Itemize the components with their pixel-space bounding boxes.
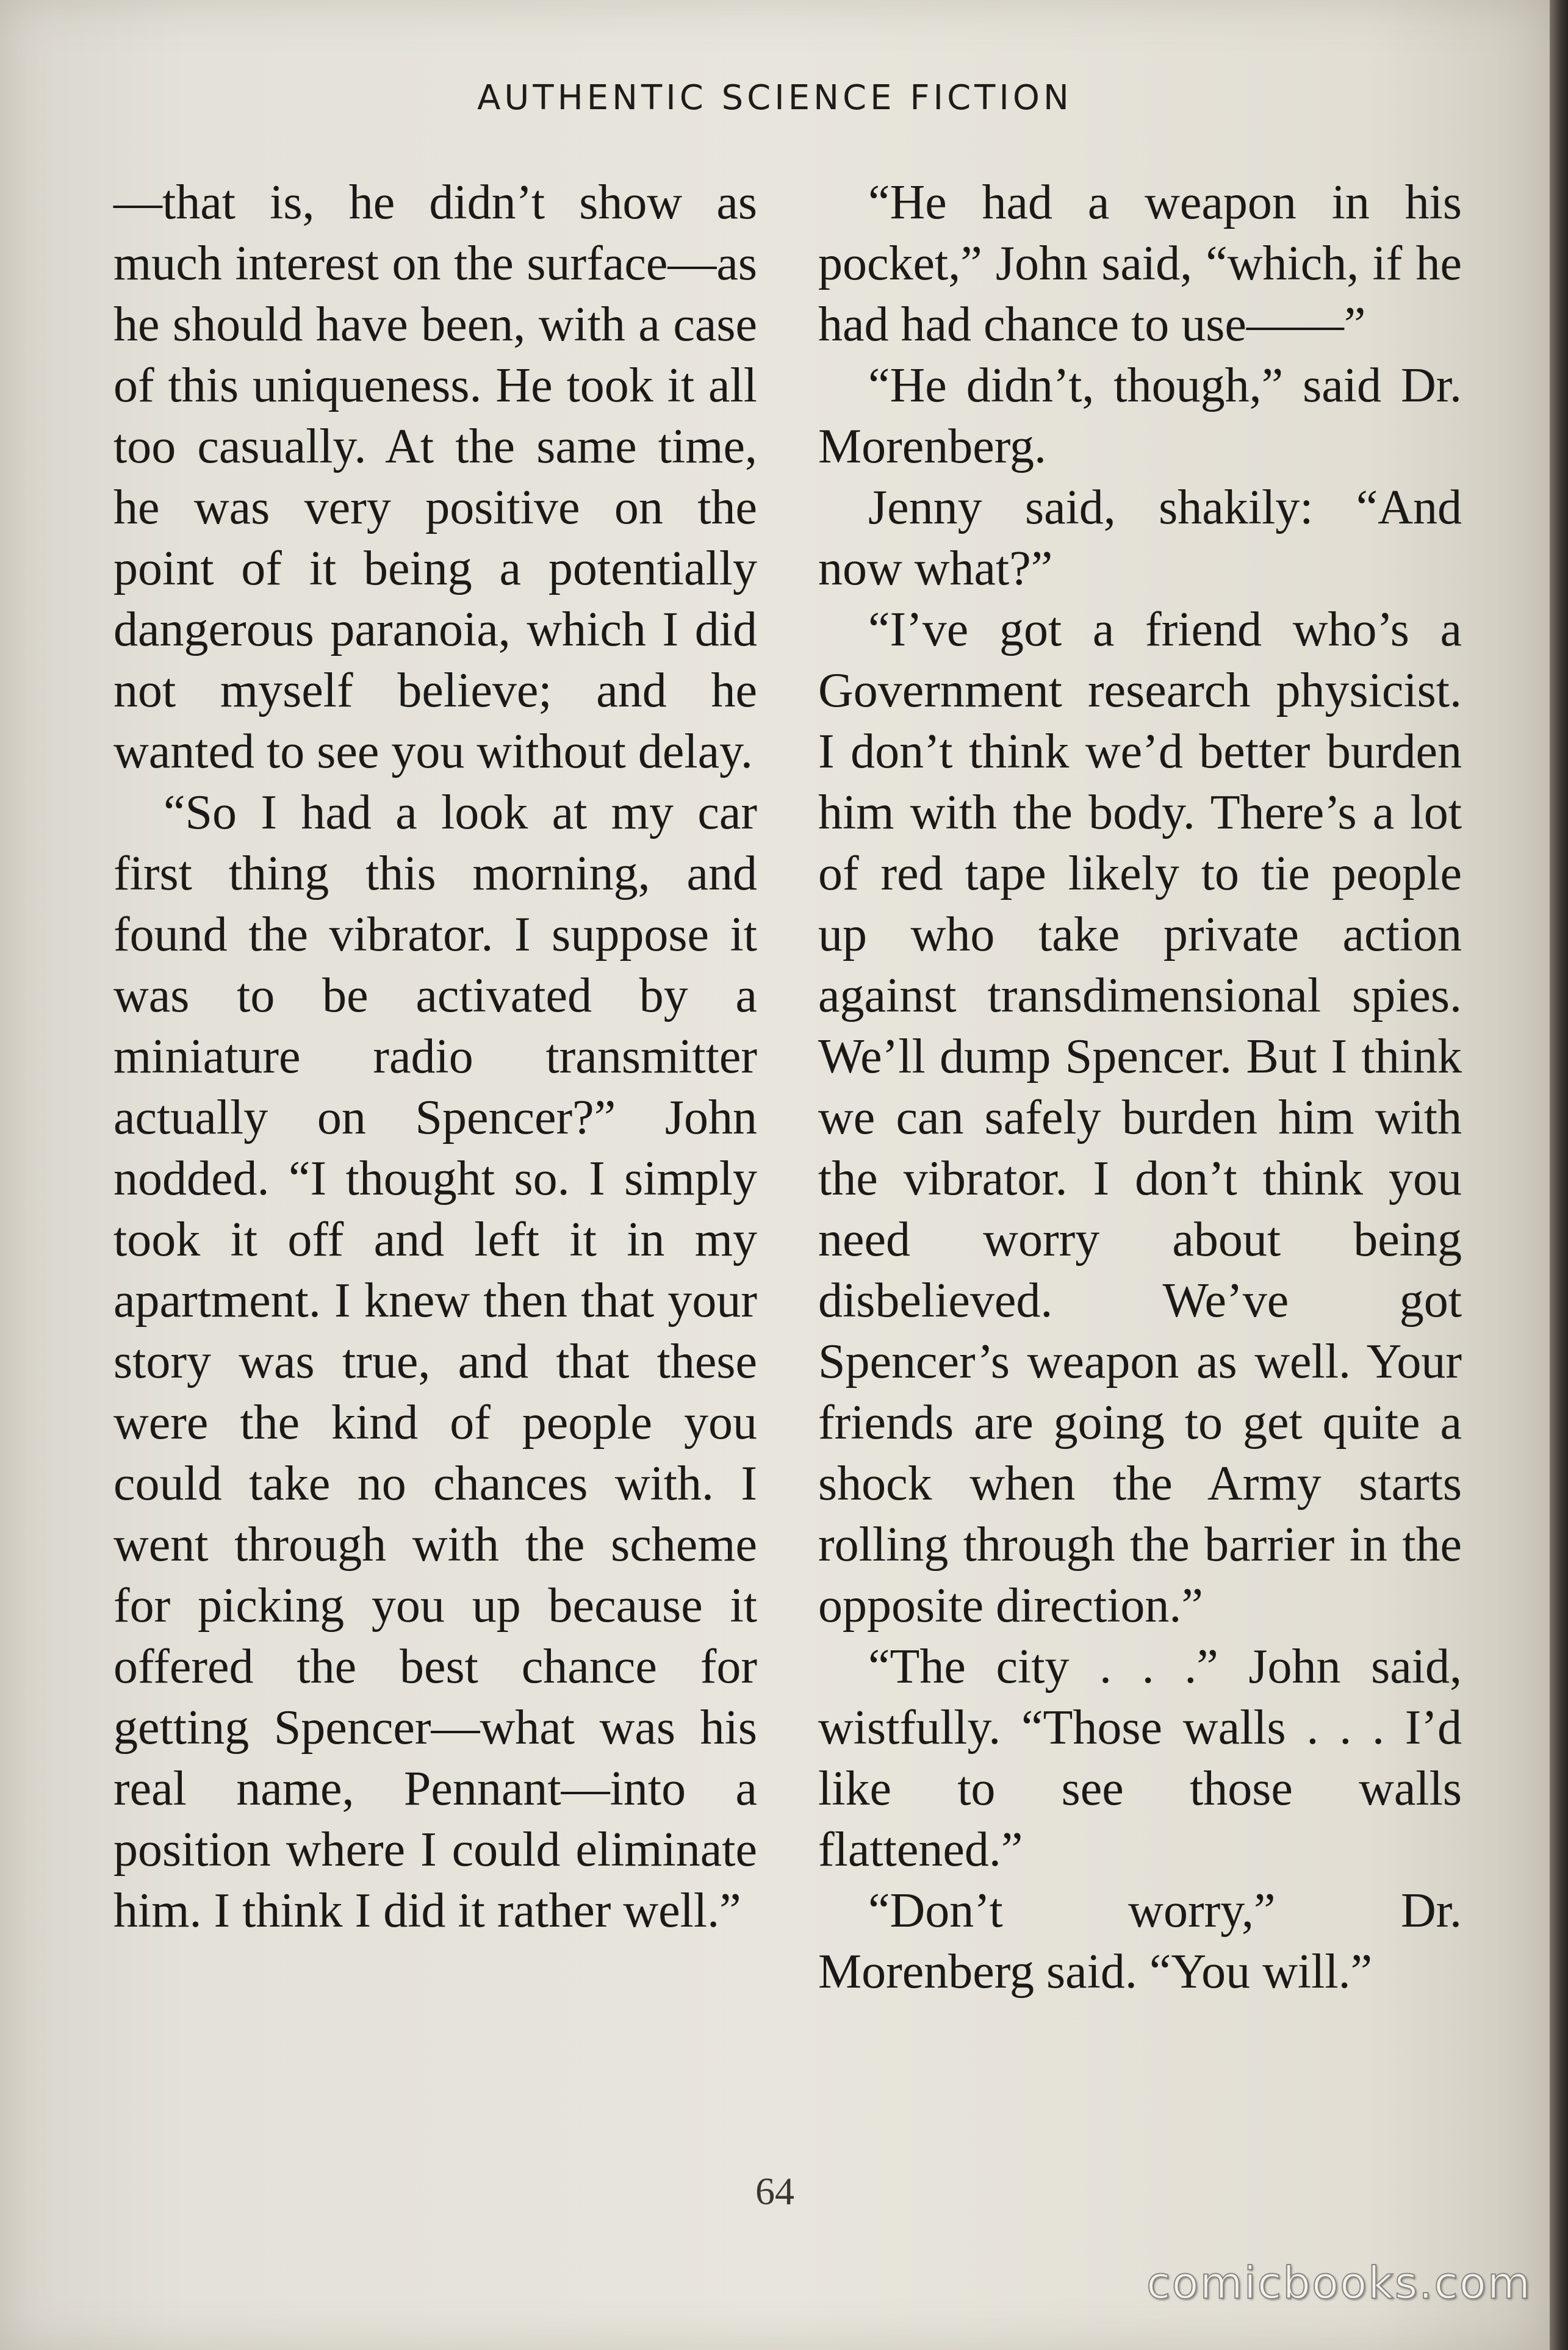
running-head: AUTHENTIC SCIENCE FICTION	[477, 78, 1073, 118]
paragraph: “Don’t worry,” Dr. Morenberg said. “You will.”	[818, 1884, 1462, 1999]
page-number: 64	[755, 2169, 794, 2213]
paragraph: “I’ve got a friend who’s a Government research physicist. I don’t think we’d better burden him with the body. There’s a lot of red tape likely to tie people up who take private action against transdimensional spies. We’ll dump Spencer. But I think we can safely burden him with the vibrator. I don’t think you need worry about being disbelieved. We’ve got Spencer’s weapon as well. Your friends are going to get quite a shock when the Army starts rolling through the barrier in the opposite direction.”	[818, 603, 1462, 1633]
paragraph: “He had a weapon in his pocket,” John said, “which, if he had had chance to use——”	[818, 176, 1462, 351]
right-text-column	[818, 172, 1462, 2002]
watermark: comicbooks.com	[1146, 2257, 1531, 2309]
paragraph: “So I had a look at my car first thing this morning, and found the vibrator. I suppose it was to be activated by a miniature radio transmitter actually on Spencer?” John nodded. “I thought so. I simply took it off and left it in my apartment. I knew then that your story was true, and that these were the kind of people you could take no chances with. I went through with the scheme for picking you up because it offered the best chance for getting Spencer—what was his real name, Pennant—into a position where I could eliminate him. I think I did it rather well.”	[113, 786, 757, 1938]
paragraph: Jenny said, shakily: “And now what?”	[818, 481, 1462, 595]
page-edge-shadow	[1550, 0, 1568, 2350]
paragraph: “He didn’t, though,” said Dr. Morenberg.	[818, 359, 1462, 473]
left-text-column	[113, 172, 757, 1941]
paragraph: —that is, he didn’t show as much interest on the surface—as he should have been, with a case of this uniqueness. He took it all too casually. At the same time, he was very positive on the point of it being a potentially dangerous paranoia, which I did not myself believe; and he wanted to see you without delay.	[113, 176, 757, 778]
paragraph: “The city . . .” John said, wistfully. “Those walls . . . I’d like to see those walls flattened.”	[818, 1640, 1462, 1877]
